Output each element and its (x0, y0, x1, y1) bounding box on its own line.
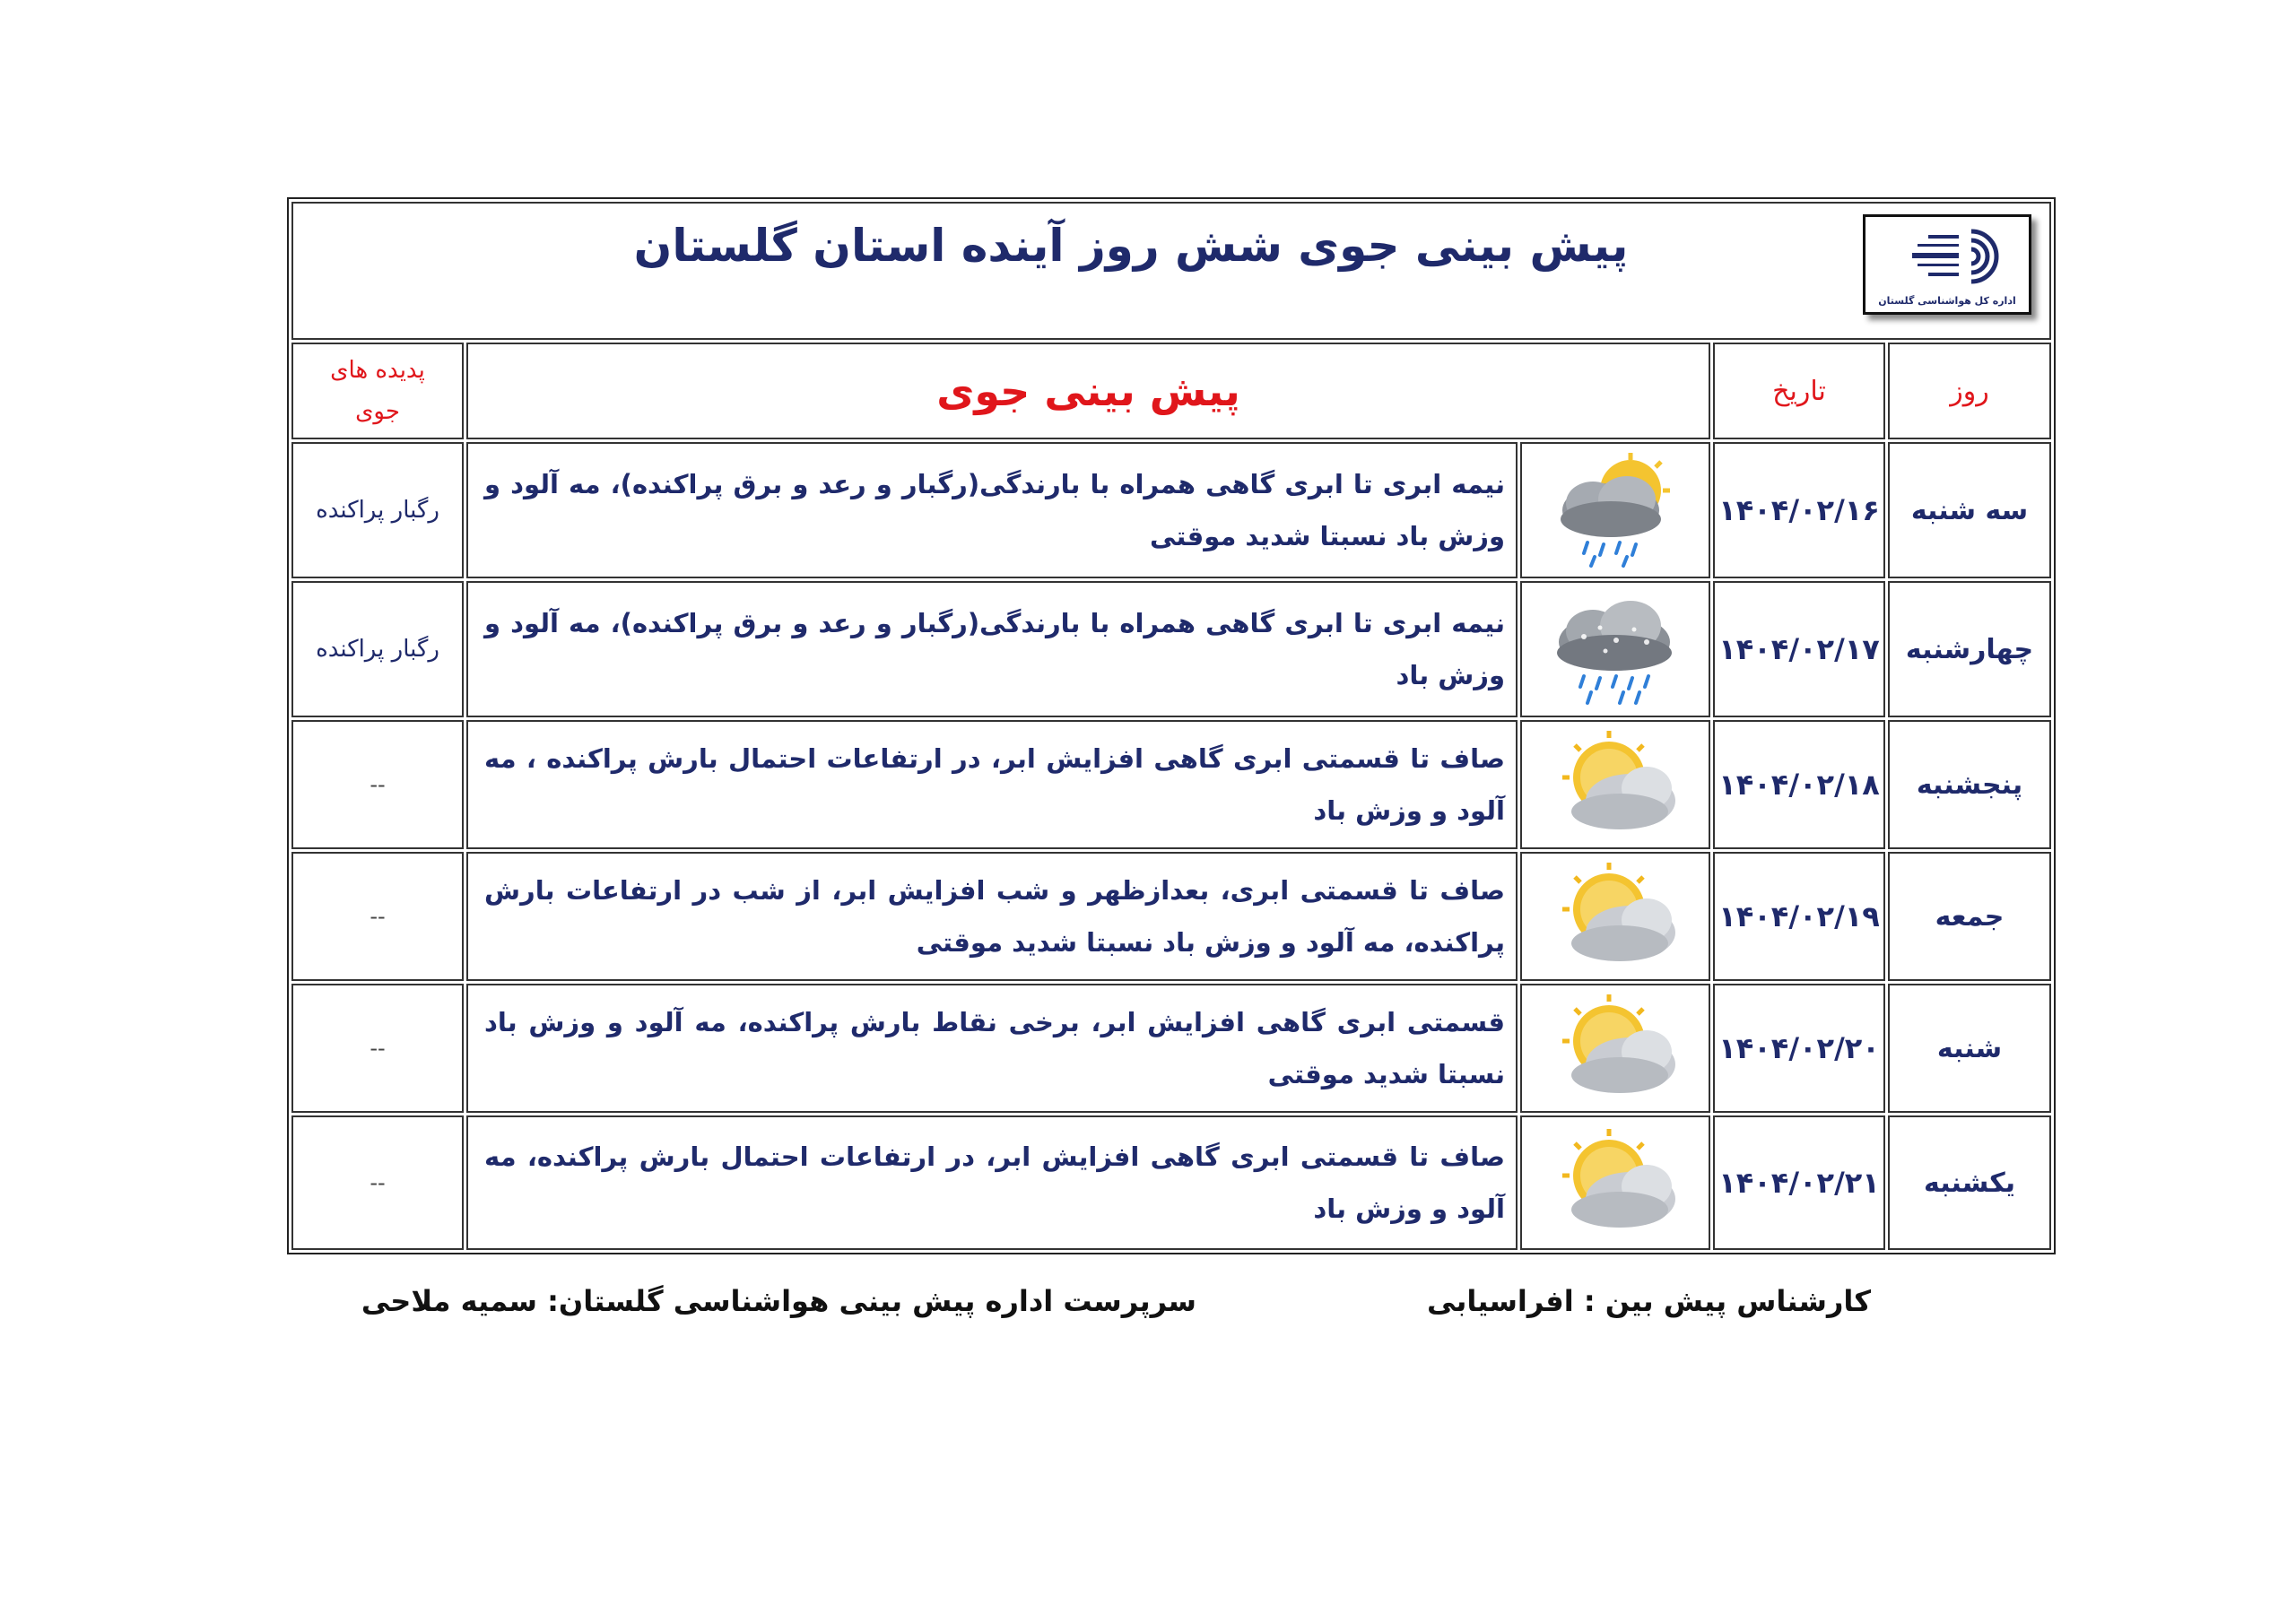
weather-icon-cell (1520, 720, 1710, 849)
date: ۱۴۰۴/۰۲/۲۱ (1718, 1166, 1880, 1200)
partly-cloudy-rain-icon (1548, 449, 1683, 571)
date: ۱۴۰۴/۰۲/۱۶ (1718, 493, 1880, 527)
header-phenomena (291, 343, 464, 439)
weather-icon-cell (1520, 442, 1710, 578)
date-cell (1713, 581, 1885, 717)
phenomena-text: -- (370, 904, 386, 929)
day-name: یکشنبه (1924, 1167, 2015, 1199)
header-day-label: روز (1950, 375, 1989, 407)
day-name: جمعه (1935, 900, 2005, 933)
weather-icon-cell (1520, 581, 1710, 717)
phenomena-text: -- (370, 772, 386, 797)
header-row (291, 343, 2051, 439)
date: ۱۴۰۴/۰۲/۱۷ (1718, 632, 1880, 666)
forecast-table (287, 197, 2056, 1254)
header-forecast (466, 343, 1710, 439)
sun-behind-cloud-icon (1548, 725, 1683, 844)
phenomena-text: رگبار پراکنده (316, 497, 439, 524)
forecast-text: قسمتی ابری گاهی افزایش ابر، برخی نقاط بارش پراکنده، مه آلود و وزش باد نسبتا شدید موقتی (466, 984, 1518, 1113)
forecast-text: نیمه ابری تا ابری گاهی همراه با بارندگی(رگبار و رعد و برق پراکنده)، مه آلود و وزش باد نسبتا شدید موقتی (466, 442, 1518, 578)
day-cell (1888, 442, 2051, 578)
title-cell (291, 202, 2051, 340)
header-date (1713, 343, 1885, 439)
forecast-sheet (287, 197, 2047, 1271)
day-name: پنجشنبه (1916, 768, 2023, 801)
forecast-text: صاف تا قسمتی ابری گاهی افزایش ابر، در ارتفاعات احتمال بارش پراکنده، مه آلود و وزش باد (466, 1115, 1518, 1250)
table-row (291, 581, 2051, 717)
forecast-text: صاف تا قسمتی ابری گاهی افزایش ابر، در ارتفاعات احتمال بارش پراکنده ، مه آلود و وزش باد (466, 720, 1518, 849)
day-name: چهارشنبه (1905, 633, 2034, 665)
header-phenomena-line1: پدیده های (330, 357, 425, 384)
phenomena-cell (291, 442, 464, 578)
header-forecast-label: پیش بینی جوی (936, 367, 1240, 415)
date-cell (1713, 1115, 1885, 1250)
date: ۱۴۰۴/۰۲/۲۰ (1718, 1031, 1880, 1065)
forecast-text: نیمه ابری تا ابری گاهی همراه با بارندگی(رگبار و رعد و برق پراکنده)، مه آلود و وزش باد (466, 581, 1518, 717)
table-row (291, 1115, 2051, 1250)
supervisor-credit: سرپرست اداره پیش بینی هواشناسی گلستان: سمیه ملاحی (361, 1284, 1196, 1318)
header-phenomena-line2: جوی (355, 398, 400, 425)
logo-caption: اداره کل هواشناسی گلستان (1878, 295, 2016, 307)
day-cell (1888, 852, 2051, 981)
day-name: سه شنبه (1910, 494, 2029, 526)
table-row (291, 984, 2051, 1113)
title-row (291, 202, 2051, 340)
forecaster-credit: کارشناس پیش بین : افراسیابی (1426, 1284, 1871, 1318)
date-cell (1713, 442, 1885, 578)
phenomena-cell (291, 852, 464, 981)
cloudy-rain-icon (1548, 588, 1683, 710)
phenomena-text: -- (370, 1170, 386, 1195)
day-cell (1888, 720, 2051, 849)
page-title: پیش بینی جوی شش روز آینده استان گلستان (633, 220, 1629, 272)
header-day (1888, 343, 2051, 439)
forecast-text: صاف تا قسمتی ابری، بعدازظهر و شب افزایش ابر، از شب در ارتفاعات بارش پراکنده، مه آلود و وزش باد نسبتا شدید موقتی (466, 852, 1518, 981)
header-date-label: تاریخ (1772, 375, 1826, 407)
day-name: شنبه (1936, 1032, 2003, 1064)
date-cell (1713, 984, 1885, 1113)
phenomena-cell (291, 1115, 464, 1250)
weather-icon-cell (1520, 1115, 1710, 1250)
phenomena-cell (291, 984, 464, 1113)
date: ۱۴۰۴/۰۲/۱۹ (1718, 899, 1880, 933)
day-cell (1888, 984, 2051, 1113)
sun-behind-cloud-icon (1548, 989, 1683, 1107)
sun-behind-cloud-icon (1548, 857, 1683, 976)
phenomena-cell (291, 581, 464, 717)
table-row (291, 852, 2051, 981)
sun-behind-cloud-icon (1548, 1124, 1683, 1242)
phenomena-text: -- (370, 1036, 386, 1061)
day-cell (1888, 581, 2051, 717)
date-cell (1713, 852, 1885, 981)
phenomena-text: رگبار پراکنده (316, 636, 439, 663)
table-row (291, 720, 2051, 849)
date: ۱۴۰۴/۰۲/۱۸ (1718, 768, 1880, 802)
table-row (291, 442, 2051, 578)
date-cell (1713, 720, 1885, 849)
footer (0, 1284, 2296, 1338)
day-cell (1888, 1115, 2051, 1250)
weather-icon-cell (1520, 984, 1710, 1113)
weather-icon-cell (1520, 852, 1710, 981)
phenomena-cell (291, 720, 464, 849)
